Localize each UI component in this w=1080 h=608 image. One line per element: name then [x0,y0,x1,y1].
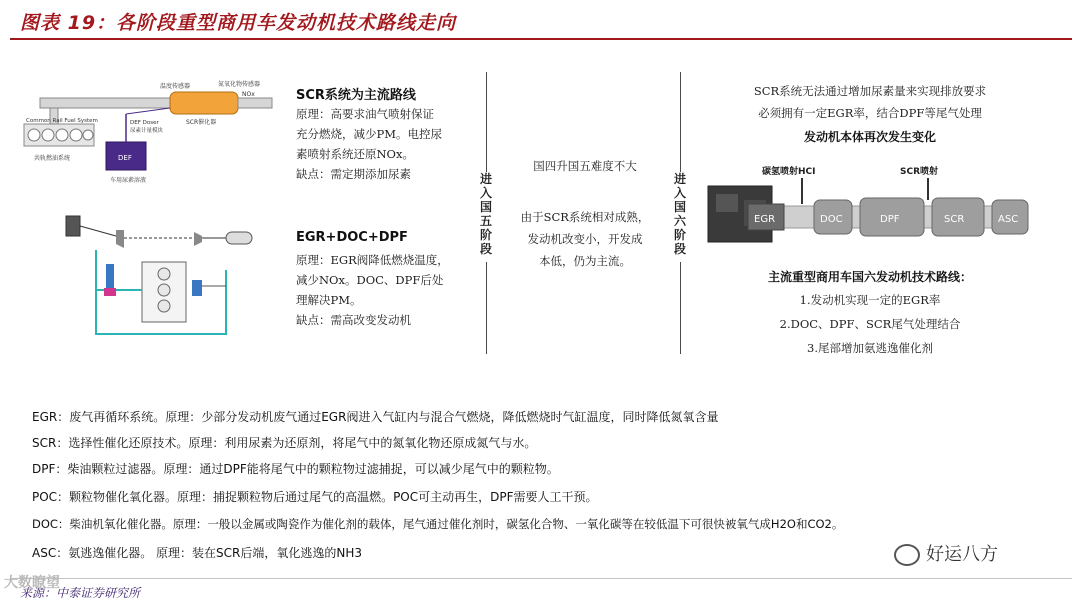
scr-catalyst-label: SCR催化器 [186,119,217,126]
scr-line: 素喷射系统还原NOx。 [296,147,414,161]
urea-module-label: 尿素计量模块 [130,128,164,134]
guo6-route-title: 主流重型商用车国六发动机技术路线： [767,270,972,284]
divider-bottom-guo5 [486,262,487,354]
egr-line: 理解决PM。 [296,293,362,307]
scr-line: 原理：高要求油气喷射保证 [296,107,434,121]
nox-label: NOx [242,91,255,98]
divider-top-guo6 [680,72,681,172]
guo6-aftertreatment-diagram [706,160,1036,256]
guo5-reason-line: 由于SCR系统相对成熟， [520,210,650,224]
footer-divider [10,578,1072,579]
guo6-route-item: 3.尾部增加氨逃逸催化剂 [807,341,933,355]
stage-label-guo5: 进入国五阶段 [479,172,492,256]
guo5-reason [500,206,670,272]
wechat-name: 好运八方 [926,544,998,565]
temp-sensor-label: 温度传感器 [160,83,191,90]
urea-tank-label: 车用尿素溶液 [110,177,147,184]
guo6-route-list [700,288,1040,360]
guo6-route-item: 2.DOC、DPF、SCR尾气处理结合 [779,317,961,331]
guo5-reason-line: 本低，仍为主流。 [539,254,631,268]
title-divider [10,38,1072,40]
guo6-intro-line: SCR系统无法通过增加尿素量来实现排放要求 [753,84,987,98]
wechat-account [894,540,998,566]
egr-module-label: EGR [754,214,776,225]
scr-description [296,104,476,184]
hci-label: 碳氢喷射HCI [762,167,816,177]
dpf-module-label: DPF [880,214,900,225]
egr-description [296,250,476,330]
source-note: 来源：中泰证券研究所 [20,586,141,600]
common-rail-label: Common Rail Fuel System [26,118,98,124]
definition-scr: SCR：选择性催化还原技术。原理：利用尿素为还原剂，将尾气中的氮氧化物还原成氮气与水。 [32,436,537,450]
scr-system-diagram [20,78,290,198]
scr-inject-label: SCR喷射 [900,167,939,177]
definition-dpf: DPF：柴油颗粒过滤器。原理：通过DPF能将尾气中的颗粒物过滤捕捉，可以减少尾气中的颗粒物。 [32,462,559,476]
wechat-icon [894,544,920,566]
scr-module-label: SCR [944,214,965,225]
scr-heading: SCR系统为主流路线 [296,88,416,103]
divider-top-guo5 [486,72,487,172]
divider-bottom-guo6 [680,262,681,354]
page-title: 图表 19：各阶段重型商用车发动机技术路线走向 [20,12,457,34]
asc-module-label: ASC [998,214,1019,225]
egr-line: 缺点：需高改变发动机 [296,313,411,327]
scr-line: 缺点：需定期添加尿素 [296,167,411,181]
guo6-emphasis: 发动机本体再次发生变化 [803,130,936,144]
watermark: 大数瞭望 [4,575,60,591]
doc-module-label: DOC [820,214,843,225]
nox-sensor-label: 氮氧化物传感器 [218,81,261,88]
scr-line: 充分燃烧，减少PM。电控尿 [296,127,443,141]
guo6-route-item: 1.发动机实现一定的EGR率 [799,293,941,307]
rail-system-label: 共轨燃油系统 [34,155,71,162]
egr-system-diagram [56,210,276,350]
guo6-intro-line: 必须拥有一定EGR率，结合DPF等尾气处理 [758,106,982,120]
guo6-intro [700,80,1040,124]
def-label: DEF [118,154,132,162]
definition-asc: ASC：氨逃逸催化器。 原理：装在SCR后端，氧化逃逸的NH3 [32,546,362,560]
definition-poc: POC：颗粒物催化氧化器。原理：捕捉颗粒物后通过尾气的高温燃。POC可主动再生，DPF需要人工干预。 [32,490,598,504]
egr-line: 原理：EGR阀降低燃烧温度， [296,253,449,267]
guo5-reason-line: 发动机改变小，开发成 [527,232,643,246]
def-doser-label: DEF Doser [130,120,159,126]
guo5-difficulty: 国四升国五难度不大 [533,159,637,173]
egr-line: 减少NOx。DOC、DPF后处 [296,273,444,287]
definition-egr: EGR：废气再循环系统。原理：少部分发动机废气通过EGR阀进入气缸内与混合气燃烧，降低燃烧时气缸温度，同时降低氮氧含量 [32,410,719,424]
definition-doc: DOC：柴油机氧化催化器。原理：一般以金属或陶瓷作为催化剂的载体，尾气通过催化剂时，碳氢化合物、一氧化碳等在较低温下可很快被氧气成H2O和CO2。 [32,517,844,531]
stage-label-guo6: 进入国六阶段 [673,172,686,256]
egr-heading: EGR+DOC+DPF [296,230,408,245]
